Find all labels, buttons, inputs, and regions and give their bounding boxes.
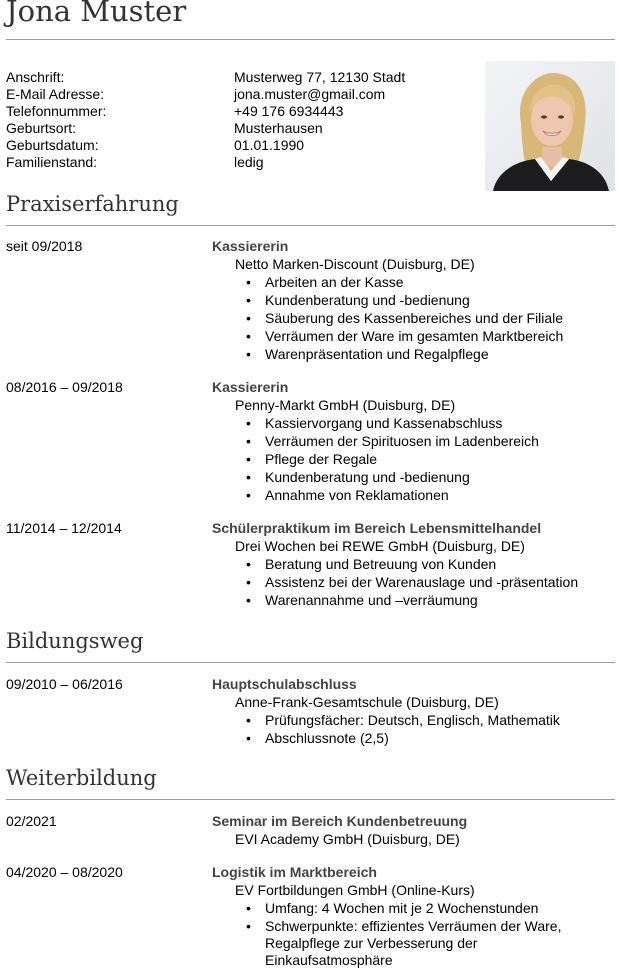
- entry-date: 02/2021: [6, 813, 57, 829]
- bullet-icon: •: [246, 415, 251, 431]
- bullet-icon: •: [246, 900, 251, 916]
- list-item: Verräumen der Spirituosen im Ladenbereich: [265, 433, 539, 449]
- bullet-icon: •: [246, 433, 251, 449]
- bullet-icon: •: [246, 556, 251, 572]
- list-item: Beratung und Betreuung von Kunden: [265, 556, 497, 572]
- section-heading-praxiserfahrung: Praxiserfahrung: [6, 192, 179, 216]
- personal-value: Musterhausen: [234, 120, 323, 136]
- bullet-icon: •: [246, 451, 251, 467]
- bullet-icon: •: [246, 274, 251, 290]
- personal-label: Anschrift:: [6, 69, 65, 85]
- entry-title: Schülerpraktikum im Bereich Lebensmittelhandel: [212, 520, 542, 536]
- profile-photo-drawing: [485, 61, 615, 191]
- personal-label: Geburtsdatum:: [6, 137, 99, 153]
- entry-title: Kassiererin: [212, 238, 289, 254]
- list-item-line: Einkaufsatmosphäre: [265, 952, 393, 968]
- entry-date: 04/2020 – 08/2020: [6, 864, 123, 880]
- bullet-icon: •: [246, 292, 251, 308]
- section-rule: [6, 225, 615, 226]
- list-item: Abschlussnote (2,5): [265, 730, 389, 746]
- entry-subtitle: Netto Marken-Discount (Duisburg, DE): [235, 256, 475, 272]
- section-heading-weiterbildung: Weiterbildung: [6, 766, 157, 790]
- bullet-icon: •: [246, 328, 251, 344]
- bullet-icon: •: [246, 574, 251, 590]
- bullet-icon: •: [246, 712, 251, 728]
- bullet-icon: •: [246, 310, 251, 326]
- list-item: Kundenberatung und -bedienung: [265, 469, 470, 485]
- phone-value: +49 176 6934443: [234, 103, 344, 119]
- title-rule: [6, 39, 615, 40]
- entry-date: seit 09/2018: [6, 238, 83, 254]
- entry-subtitle: Penny-Markt GmbH (Duisburg, DE): [235, 397, 456, 413]
- personal-label: Familienstand:: [6, 154, 98, 170]
- email-link[interactable]: jona.muster@gmail.com: [234, 86, 386, 102]
- list-item: Kassiervorgang und Kassenabschluss: [265, 415, 503, 431]
- personal-label: E-Mail Adresse:: [6, 86, 105, 102]
- list-item: Arbeiten an der Kasse: [265, 274, 404, 290]
- name-title: Jona Muster: [6, 0, 187, 28]
- bullet-icon: •: [246, 730, 251, 746]
- entry-title: Logistik im Marktbereich: [212, 864, 377, 880]
- section-rule: [6, 662, 615, 663]
- personal-value: Musterweg 77, 12130 Stadt: [234, 69, 406, 85]
- bullet-icon: •: [246, 918, 251, 934]
- bullet-icon: •: [246, 469, 251, 485]
- list-item: Annahme von Reklamationen: [265, 487, 449, 503]
- entry-subtitle: EV Fortbildungen GmbH (Online-Kurs): [235, 882, 475, 898]
- personal-value: ledig: [234, 154, 264, 170]
- personal-label: Geburtsort:: [6, 120, 77, 136]
- list-item: Verräumen der Ware im gesamten Marktbereich: [265, 328, 564, 344]
- list-item: Säuberung des Kassenbereiches und der Filiale: [265, 310, 564, 326]
- entry-date: 09/2010 – 06/2016: [6, 676, 123, 692]
- entry-date: 11/2014 – 12/2014: [6, 520, 122, 536]
- bullet-icon: •: [246, 487, 251, 503]
- entry-date: 08/2016 – 09/2018: [6, 379, 123, 395]
- entry-title: Kassiererin: [212, 379, 289, 395]
- list-item: Pflege der Regale: [265, 451, 378, 467]
- list-item: Assistenz bei der Warenauslage und -präsentation: [265, 574, 579, 590]
- section-heading-bildungsweg: Bildungsweg: [6, 629, 144, 653]
- profile-photo: [485, 61, 615, 191]
- personal-value: 01.01.1990: [234, 137, 305, 153]
- entry-title: Seminar im Bereich Kundenbetreuung: [212, 813, 468, 829]
- bullet-icon: •: [246, 592, 251, 608]
- list-item: Umfang: 4 Wochen mit je 2 Wochenstunden: [265, 900, 539, 916]
- entry-subtitle: Drei Wochen bei REWE GmbH (Duisburg, DE): [235, 538, 525, 554]
- entry-subtitle: EVI Academy GmbH (Duisburg, DE): [235, 831, 460, 847]
- list-item: Prüfungsfächer: Deutsch, Englisch, Mathematik: [265, 712, 560, 728]
- personal-label: Telefonnummer:: [6, 103, 107, 119]
- list-item-line: Schwerpunkte: effizientes Verräumen der Ware,: [265, 918, 562, 934]
- section-rule: [6, 799, 615, 800]
- entry-subtitle: Anne-Frank-Gesamtschule (Duisburg, DE): [235, 694, 499, 710]
- entry-title: Hauptschulabschluss: [212, 676, 357, 692]
- list-item: Warenpräsentation und Regalpflege: [265, 346, 489, 362]
- list-item: Warenannahme und –verräumung: [265, 592, 478, 608]
- bullet-icon: •: [246, 346, 251, 362]
- list-item-line: Regalpflege zur Verbesserung der: [265, 935, 478, 951]
- list-item: Kundenberatung und -bedienung: [265, 292, 470, 308]
